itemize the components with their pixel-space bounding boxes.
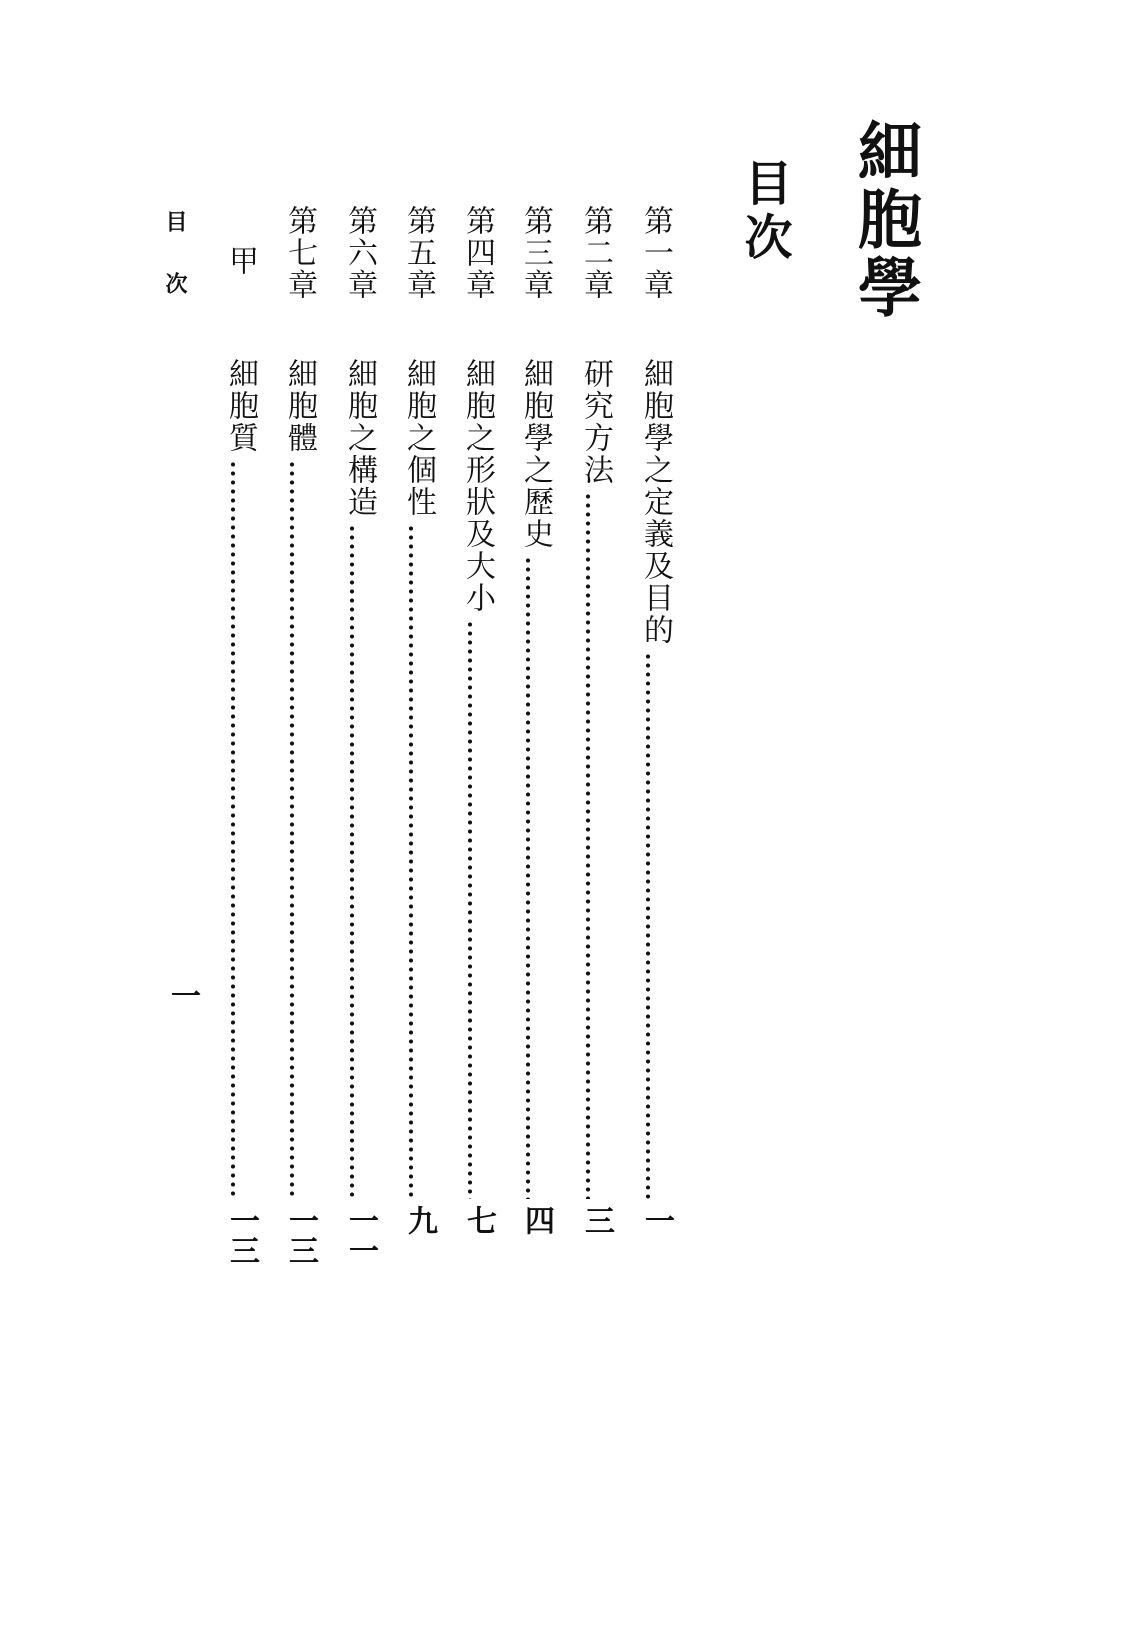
page-number: 一三 [224,1205,259,1265]
chapter-title: 細胞之形狀及大小 [460,358,495,614]
section-title: 細胞質 [223,358,258,454]
chapter-title: 細胞體 [282,358,317,454]
dot-leader [645,652,651,1199]
running-header: 目次 [162,210,188,334]
dot-leader [408,524,414,1199]
section-label: 甲 [223,245,258,277]
chapter-label: 第七章 [282,205,317,301]
page-number: 一 [639,1205,674,1235]
chapter-label: 第一章 [638,205,673,301]
dot-leader [349,524,355,1199]
chapter-label: 第四章 [460,205,495,301]
book-title: 細胞學 [847,118,922,322]
chapter-label: 第六章 [342,205,377,301]
page-number: 四 [519,1205,554,1235]
dot-leader [585,492,591,1199]
chapter-title: 細胞學之定義及目的 [638,358,673,646]
folio-page-number: 一 [165,980,200,1010]
chapter-label: 第五章 [401,205,436,301]
toc-heading: 目次 [736,158,792,266]
page-number: 三 [579,1205,614,1235]
chapter-title: 細胞學之歷史 [518,358,553,550]
chapter-title: 細胞之個性 [401,358,436,518]
page-number: 一一 [343,1205,378,1265]
chapter-title: 細胞之構造 [342,358,377,518]
page-number: 九 [402,1205,437,1235]
chapter-label: 第二章 [578,205,613,301]
page-number: 一三 [283,1205,318,1265]
chapter-title: 研究方法 [578,358,613,486]
dot-leader [230,460,236,1199]
dot-leader [289,460,295,1199]
dot-leader [467,620,473,1199]
chapter-label: 第三章 [518,205,553,301]
page-number: 七 [461,1205,496,1235]
dot-leader [525,556,531,1199]
